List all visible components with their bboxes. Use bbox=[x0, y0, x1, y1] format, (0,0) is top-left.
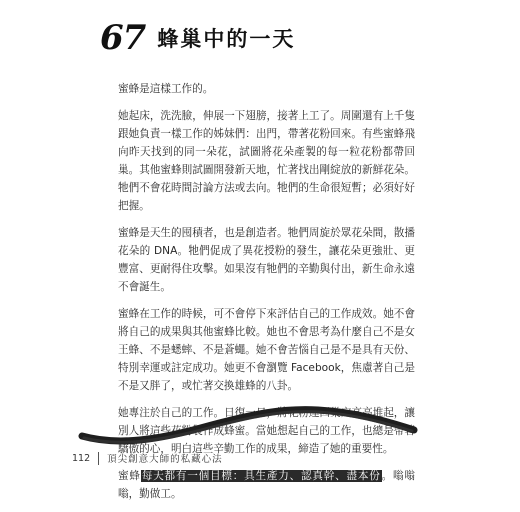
chapter-header bbox=[100, 12, 295, 64]
chapter-title: 蜂巢中的一天 bbox=[157, 27, 296, 51]
paragraph: 蜜蜂在工作的時候，可不會停下來評估自己的工作成效。她不會將自己的成果與其他蜜蜂比較。她也不會思考為什麼自己不是女王蜂、不是蟋蟀、不是蒼蠅。她不會苦惱自己是不是具有天份、特別幸運或註定成功。她更不會瀏覽 Facebook，焦慮著自己是不是又胖了，或忙著交換雄蜂的八卦。 bbox=[118, 308, 415, 392]
chapter-number: 67 bbox=[100, 18, 146, 58]
final-text-after: 。嗡嗡嗡，勤做工。 bbox=[118, 470, 416, 500]
paragraph-final bbox=[118, 467, 415, 503]
footer-divider bbox=[98, 452, 99, 465]
highlighted-text: 每天都有一個目標：具生產力、認真幹、盡本份 bbox=[141, 470, 381, 482]
paragraph: 她專注於自己的工作。日復一日，將花粉運回巢穴高高堆起，讓別人將這些花粉製作成蜂蜜。當她想起自己的工作，也總是帶著驕傲的心，明白這些辛勤工作的成果，締造了她的重要性。 bbox=[118, 407, 415, 455]
paragraph: 蜜蜂是天生的囤積者，也是創造者。牠們周旋於眾花朵間，散播花朵的 DNA。牠們促成了異花授粉的發生，讓花朵更強壯、更豐富、更耐得住攻擊。如果沒有牠們的辛勤與付出，新生命永遠不會誕生。 bbox=[118, 227, 415, 293]
page-footer bbox=[72, 451, 223, 465]
book-title: 頂尖創意大師的私藏心法 bbox=[107, 454, 223, 465]
final-text-before: 蜜蜂 bbox=[118, 470, 141, 482]
page-number: 112 bbox=[72, 452, 91, 464]
paragraph: 蜜蜂是這樣工作的。 bbox=[118, 83, 214, 95]
paragraph: 她起床，洗洗臉，伸展一下翅膀，接著上工了。周圍還有上千隻跟她負責一樣工作的姊妹們：出門，帶著花粉回來。有些蜜蜂飛向昨天找到的同一朵花，試圖將花朵產製的每一粒花粉都帶回巢。其他蜜蜂則試圖開發新天地，忙著找出剛綻放的新鮮花朵。牠們不會花時間討論方法或去向。牠們的生命很短暫；必須好好把握。 bbox=[118, 110, 415, 212]
